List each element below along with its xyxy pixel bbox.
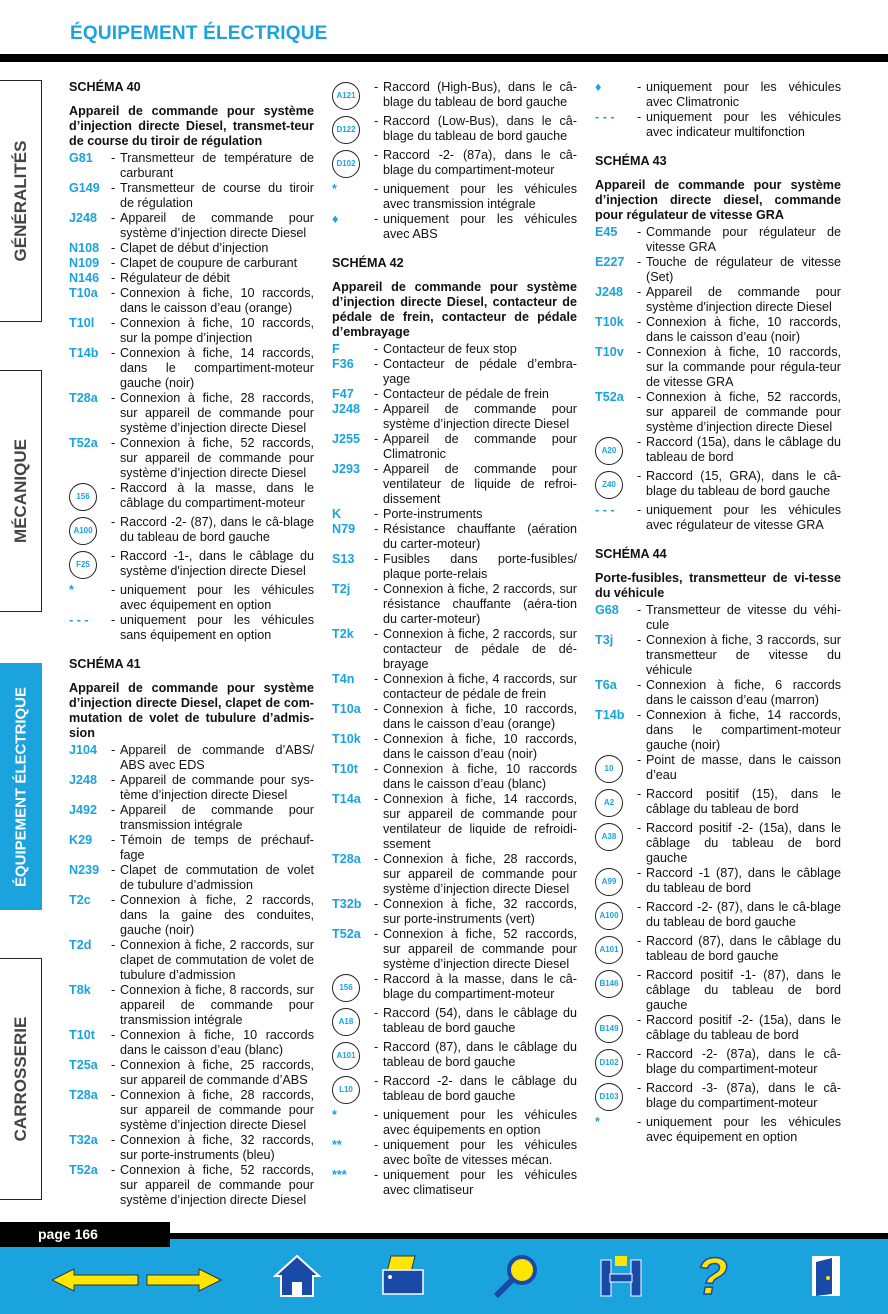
tab-label: MÉCANIQUE [10,439,30,543]
legend-item: T14b - Connexion à fiche, 14 raccords, dans le compartiment-moteur gauche (noir) [69,346,314,390]
item-description: Témoin de temps de préchauf-fage [120,833,314,862]
legend-item: E227 - Touche de régulateur de vitesse (Set) [595,255,841,284]
footnote-symbol: *** [332,1168,347,1182]
legend-item: T32b - Connexion à fiche, 32 raccords, sur porte-instruments (vert) [332,897,577,926]
connection-item: A99 - Raccord -1 (87), dans le câblage du tableau de bord [595,866,841,900]
item-description: Connexion à fiche, 2 raccords, sur résistance chauffante (aéra-tion du carter-moteur) [383,582,577,626]
connector-badge: A100 [595,902,623,930]
legend-item: G149 - Transmetteur de course du tiroir de régulation [69,181,314,210]
legend-item: J293 - Appareil de commande pour ventilateur de liquide de refroi-dissement [332,462,577,506]
connector-badge: 156 [69,483,97,511]
connection-item: D122 - Raccord (Low-Bus), dans le câ-blage du tableau de bord gauche [332,114,577,148]
connection-item: A18 - Raccord (54), dans le câblage du tableau de bord gauche [332,1006,577,1040]
component-code: T32b [332,897,362,911]
index-icon[interactable] [598,1254,644,1298]
legend-item: T14b - Connexion à fiche, 14 raccords, dans le compartiment-moteur gauche (noir) [595,708,841,752]
footnote-item: ♦ - uniquement pour les véhicules avec Climatronic [595,80,841,109]
item-description: Connexion à fiche, 25 raccords, sur appareil de commande d’ABS [120,1058,314,1087]
item-description: Raccord -2- (87a), dans le câ-blage du compartiment-moteur [646,1047,841,1076]
legend-item: T52a - Connexion à fiche, 52 raccords, sur appareil de commande pour système d’injection directe Diesel [69,1163,314,1207]
connection-item: A38 - Raccord positif -2- (15a), dans le câblage du tableau de bord gauche [595,821,841,866]
component-code: T10k [595,315,624,329]
tab-label: ÉQUIPEMENT ÉLECTRIQUE [12,686,29,887]
legend-item: T10k - Connexion à fiche, 10 raccords, dans le caisson d’eau (noir) [595,315,841,344]
legend-item: T2c - Connexion à fiche, 2 raccords, dans la gaine des conduites, gauche (noir) [69,893,314,937]
component-code: S13 [332,552,355,566]
item-description: uniquement pour les véhicules avec boîte de vitesses mécan. [383,1138,577,1167]
connection-item: 156 - Raccord à la masse, dans le câblage du compartiment-moteur [69,481,314,515]
footnote-symbol: ♦ [332,212,339,226]
column-3 [595,80,841,1145]
item-description: uniquement pour les véhicules avec équipement en option [120,583,314,612]
footnote-item: *** - uniquement pour les véhicules avec climatiseur [332,1168,577,1197]
legend-item: T28a - Connexion à fiche, 28 raccords, sur appareil de commande pour système d’injection directe Diesel [69,1088,314,1132]
component-code: T10l [69,316,95,330]
legend-item: F36 - Contacteur de pédale d’embra-yage [332,357,577,386]
connection-item: 156 - Raccord à la masse, dans le câ-blage du compartiment-moteur [332,972,577,1006]
item-description: Raccord positif -2- (15a), dans le câblage du tableau de bord gauche [646,821,841,865]
item-description: Porte-instruments [383,507,483,521]
item-description: Raccord -2- (87), dans le câ-blage du tableau de bord gauche [646,900,841,929]
item-description: Raccord positif (15), dans le câblage du tableau de bord [646,787,841,816]
item-description: Raccord (87), dans le câblage du tableau de bord gauche [383,1040,577,1069]
component-code: T52a [595,390,624,404]
component-code: T10t [69,1028,95,1042]
legend-item: J248 - Appareil de commande pour système d’injection directe Diesel [332,402,577,431]
item-description: Appareil de commande pour système d'injection directe Diesel [646,285,841,314]
item-description: Connexion à fiche, 52 raccords, sur appareil de commande pour système d’injection directe Diesel [120,1163,314,1207]
item-description: Connexion à fiche, 6 raccords dans le caisson d’eau (marron) [646,678,841,707]
component-code: T10a [332,702,361,716]
component-code: N239 [69,863,100,877]
item-description: Contacteur de pédale de frein [383,387,549,401]
connection-item: L10 - Raccord -2- dans le câblage du tableau de bord gauche [332,1074,577,1108]
item-description: Connexion à fiche, 28 raccords, sur appareil de commande pour système d’injection directe Diesel [120,391,314,435]
item-description: Commande pour régulateur de vitesse GRA [646,225,841,254]
connector-badge: A20 [595,437,623,465]
item-description: Connexion à fiche, 10 raccords, sur la pompe d’injection [120,316,314,345]
component-code: T2j [332,582,351,596]
legend-item: T10v - Connexion à fiche, 10 raccords, sur la commande pour régula-teur de vitesse GRA [595,345,841,389]
item-description: Point de masse, dans le caisson d’eau [646,753,841,782]
item-description: Raccord positif -2- (15a), dans le câblage du tableau de bord [646,1013,841,1042]
component-code: K [332,507,342,521]
schema-44-title: SCHÉMA 44 [595,547,667,561]
item-description: Appareil de commande pour sys-tème d’injection directe Diesel [120,773,314,802]
item-description: Raccord (Low-Bus), dans le câ-blage du tableau de bord gauche [383,114,577,143]
component-code: J248 [595,285,624,299]
column-2 [332,80,577,1198]
legend-item: N146 - Régulateur de débit [69,271,314,286]
item-description: uniquement pour les véhicules avec équipement en option [646,1115,841,1144]
tab-label: CARROSSERIE [10,1016,30,1142]
legend-item: F47 - Contacteur de pédale de frein [332,387,577,402]
component-code: J248 [332,402,361,416]
tab-carrosserie[interactable] [0,958,42,1200]
component-code: J293 [332,462,361,476]
legend-item: J248 - Appareil de commande pour sys-tème d’injection directe Diesel [69,773,314,802]
search-icon[interactable] [492,1254,540,1298]
item-description: Connexion à fiche, 14 raccords, dans le compartiment-moteur gauche (noir) [646,708,841,752]
schema-43-title: SCHÉMA 43 [595,154,667,168]
top-rule [0,54,888,62]
item-description: Connexion à fiche, 14 raccords, sur appareil de commande pour ventilateur de liquide de refroidi-ssement [383,792,577,851]
item-description: Raccord à la masse, dans le câ-blage du compartiment-moteur [383,972,577,1001]
component-code: F47 [332,387,354,401]
item-description: Raccord -2- (87a), dans le câ-blage du compartiment-moteur [383,148,577,177]
item-description: Transmetteur de course du tiroir de régulation [120,181,314,210]
item-description: Raccord (15a), dans le câblage du tableau de bord [646,435,841,464]
legend-item: T28a - Connexion à fiche, 28 raccords, sur appareil de commande pour système d’injection directe Diesel [332,852,577,896]
svg-text:?: ? [696,1252,728,1298]
item-description: Clapet de commutation de volet de tubulure d’admission [120,863,314,892]
item-description: Raccord (15, GRA), dans le câ-blage du tableau de bord gauche [646,469,841,498]
item-description: Appareil de commande pour système d’injection directe Diesel [120,211,314,240]
item-description: Connexion à fiche, 32 raccords, sur porte-instruments (vert) [383,897,577,926]
item-description: Connexion à fiche, 52 raccords, sur appareil de commande pour système d’injection directe Diesel [383,927,577,971]
column-1 [69,80,314,1208]
item-description: Transmetteur de vitesse du véhi-cule [646,603,841,632]
connector-badge: B146 [595,970,623,998]
connector-badge: Z40 [595,471,623,499]
item-description: Appareil de commande pour ventilateur de liquide de refroi-dissement [383,462,577,506]
exit-icon[interactable] [808,1254,844,1298]
print-icon[interactable] [381,1254,425,1298]
item-description: uniquement pour les véhicules sans équipement en option [120,613,314,642]
connection-item: A2 - Raccord positif (15), dans le câblage du tableau de bord [595,787,841,821]
item-description: Connexion à fiche, 2 raccords, sur clapet de commutation de volet de tubulure d’admission [120,938,314,982]
connector-badge: F25 [69,551,97,579]
connector-badge: D102 [332,150,360,178]
item-description: Raccord (54), dans le câblage du tableau de bord gauche [383,1006,577,1035]
connection-item: A121 - Raccord (High-Bus), dans le câ-blage du tableau de bord gauche [332,80,577,114]
item-description: Connexion à fiche, 10 raccords, dans le caisson d’eau (orange) [120,286,314,315]
legend-item: T10t - Connexion à fiche, 10 raccords dans le caisson d’eau (blanc) [69,1028,314,1057]
item-description: Connexion à fiche, 52 raccords, sur appareil de commande pour système d’injection directe Diesel [646,390,841,434]
component-code: T6a [595,678,617,692]
schema-43-description: Appareil de commande pour système d’injection directe diesel, commande pour régulateur de vitesse GRA [595,178,841,222]
connector-badge: 10 [595,755,623,783]
footnote-symbol: ♦ [595,80,602,94]
component-code: N109 [69,256,100,270]
item-description: Régulateur de débit [120,271,230,285]
item-description: Fusibles dans porte-fusibles/ plaque porte-relais [383,552,577,581]
connector-badge: D102 [595,1049,623,1077]
schema-41-title: SCHÉMA 41 [69,657,141,671]
legend-item: T8k - Connexion à fiche, 8 raccords, sur appareil de commande pour transmission intégrale [69,983,314,1027]
component-code: T3j [595,633,614,647]
item-description: Raccord -1 (87), dans le câblage du tableau de bord [646,866,841,895]
legend-item: G81 - Transmetteur de température de carburant [69,151,314,180]
connector-badge: D103 [595,1083,623,1111]
legend-item: T3j - Connexion à fiche, 3 raccords, sur transmetteur de vitesse du véhicule [595,633,841,677]
legend-item: N239 - Clapet de commutation de volet de tubulure d’admission [69,863,314,892]
connector-badge: A18 [332,1008,360,1036]
component-code: T2c [69,893,91,907]
legend-item: N109 - Clapet de coupure de carburant [69,256,314,271]
item-description: Contacteur de pédale d’embra-yage [383,357,577,386]
component-code: G68 [595,603,619,617]
component-code: T2k [332,627,354,641]
item-description: Connexion à fiche, 14 raccords, dans le compartiment-moteur gauche (noir) [120,346,314,390]
item-description: Connexion à fiche, 28 raccords, sur appareil de commande pour système d’injection directe Diesel [383,852,577,896]
legend-item: J104 - Appareil de commande d’ABS/ ABS avec EDS [69,743,314,772]
legend-item: T2j - Connexion à fiche, 2 raccords, sur résistance chauffante (aéra-tion du carter-moteur) [332,582,577,626]
item-description: uniquement pour les véhicules avec régulateur de vitesse GRA [646,503,841,532]
connection-item: 10 - Point de masse, dans le caisson d’eau [595,753,841,787]
item-description: Clapet de début d’injection [120,241,269,255]
connector-badge: A100 [69,517,97,545]
connector-badge: A101 [595,936,623,964]
legend-item: J248 - Appareil de commande pour système d’injection directe Diesel [69,211,314,240]
connection-item: Z40 - Raccord (15, GRA), dans le câ-blage du tableau de bord gauche [595,469,841,503]
item-description: Clapet de coupure de carburant [120,256,298,270]
legend-item: T25a - Connexion à fiche, 25 raccords, sur appareil de commande d’ABS [69,1058,314,1087]
connection-item: D102 - Raccord -2- (87a), dans le câ-blage du compartiment-moteur [595,1047,841,1081]
component-code: T52a [332,927,361,941]
item-description: Raccord -2- (87), dans le câ-blage du tableau de bord gauche [120,515,314,544]
component-code: T4n [332,672,355,686]
schema-40-title: SCHÉMA 40 [69,80,141,94]
component-code: T52a [69,436,98,450]
component-code: T25a [69,1058,98,1072]
connection-item: F25 - Raccord -1-, dans le câblage du système d'injection directe Diesel [69,549,314,583]
legend-item: E45 - Commande pour régulateur de vitesse GRA [595,225,841,254]
component-code: J248 [69,211,98,225]
component-code: T10v [595,345,624,359]
item-description: Connexion à fiche, 8 raccords, sur appareil de commande pour transmission intégrale [120,983,314,1027]
legend-item: N108 - Clapet de début d’injection [69,241,314,256]
footnote-symbol: * [332,182,337,196]
connector-badge: A2 [595,789,623,817]
connector-badge: B149 [595,1015,623,1043]
item-description: Connexion à fiche, 10 raccords, dans le caisson d’eau (orange) [383,702,577,731]
footnote-item: * - uniquement pour les véhicules avec équipement en option [595,1115,841,1144]
legend-item: J248 - Appareil de commande pour système d'injection directe Diesel [595,285,841,314]
connector-badge: 156 [332,974,360,1002]
item-description: Raccord -2- dans le câblage du tableau de bord gauche [383,1074,577,1103]
tab-generalites[interactable] [0,80,42,322]
item-description: uniquement pour les véhicules avec équipements en option [383,1108,577,1137]
connection-item: D103 - Raccord -3- (87a), dans le câ-blage du compartiment-moteur [595,1081,841,1115]
footnote-item: * - uniquement pour les véhicules avec équipement en option [69,583,314,612]
component-code: T32a [69,1133,98,1147]
footnote-item: - - - - uniquement pour les véhicules sans équipement en option [69,613,314,642]
footnote-symbol: * [332,1108,337,1122]
component-code: T14b [595,708,625,722]
item-description: Connexion à fiche, 10 raccords dans le caisson d’eau (blanc) [383,762,577,791]
component-code: T28a [69,1088,98,1102]
component-code: T10k [332,732,361,746]
item-description: uniquement pour les véhicules avec Climatronic [646,80,841,109]
legend-item: K29 - Témoin de temps de préchauf-fage [69,833,314,862]
component-code: J104 [69,743,98,757]
connection-item: B146 - Raccord positif -1- (87), dans le câblage du tableau de bord gauche [595,968,841,1013]
footnote-item: ♦ - uniquement pour les véhicules avec ABS [332,212,577,241]
item-description: Connexion à fiche, 4 raccords, sur contacteur de pédale de frein [383,672,577,701]
arrow-right-icon[interactable] [145,1268,223,1292]
legend-item: T4n - Connexion à fiche, 4 raccords, sur contacteur de pédale de frein [332,672,577,701]
component-code: N79 [332,522,356,536]
component-code: E45 [595,225,618,239]
footnote-item: - - - - uniquement pour les véhicules avec régulateur de vitesse GRA [595,503,841,532]
footnote-item: * - uniquement pour les véhicules avec transmission intégrale [332,182,577,211]
item-description: Connexion à fiche, 10 raccords, dans le caisson d’eau (noir) [646,315,841,344]
footnote-symbol: - - - [595,503,615,517]
legend-item: T10k - Connexion à fiche, 10 raccords, dans le caisson d’eau (noir) [332,732,577,761]
legend-item: T52a - Connexion à fiche, 52 raccords, sur appareil de commande pour système d’injection directe Diesel [69,436,314,480]
component-code: K29 [69,833,93,847]
connection-item: B149 - Raccord positif -2- (15a), dans le câblage du tableau de bord [595,1013,841,1047]
component-code: T10t [332,762,358,776]
item-description: Raccord (High-Bus), dans le câ-blage du tableau de bord gauche [383,80,577,109]
connector-badge: A121 [332,82,360,110]
connector-badge: L10 [332,1076,360,1104]
item-description: Touche de régulateur de vitesse (Set) [646,255,841,284]
connector-badge: D122 [332,116,360,144]
schema-42-title: SCHÉMA 42 [332,256,404,270]
item-description: Raccord -3- (87a), dans le câ-blage du compartiment-moteur [646,1081,841,1110]
component-code: T28a [332,852,361,866]
legend-item: G68 - Transmetteur de vitesse du véhi-cule [595,603,841,632]
legend-item: T2d - Connexion à fiche, 2 raccords, sur clapet de commutation de volet de tubulure d’admission [69,938,314,982]
component-code: G149 [69,181,100,195]
item-description: Appareil de commande d’ABS/ ABS avec EDS [120,743,314,772]
item-description: uniquement pour les véhicules avec transmission intégrale [383,182,577,211]
legend-item: T10a - Connexion à fiche, 10 raccords, dans le caisson d’eau (orange) [69,286,314,315]
footnote-symbol: * [69,583,74,597]
item-description: uniquement pour les véhicules avec ABS [383,212,577,241]
schema-41-description: Appareil de commande pour système d’injection directe Diesel, clapet de com-mutation de volet de tubulure d’admis-sion [69,681,314,740]
footnote-item: - - - - uniquement pour les véhicules avec indicateur multifonction [595,110,841,139]
item-description: Connexion à fiche, 10 raccords, dans le caisson d’eau (noir) [383,732,577,761]
footnote-symbol: - - - [69,613,89,627]
item-description: uniquement pour les véhicules avec climatiseur [383,1168,577,1197]
component-code: N146 [69,271,100,285]
component-code: T28a [69,391,98,405]
legend-item: T14a - Connexion à fiche, 14 raccords, sur appareil de commande pour ventilateur de liquide de refroidi-ssement [332,792,577,851]
component-code: J492 [69,803,98,817]
component-code: T14a [332,792,361,806]
legend-item: K - Porte-instruments [332,507,577,522]
component-code: G81 [69,151,93,165]
connection-item: D102 - Raccord -2- (87a), dans le câ-blage du compartiment-moteur [332,148,577,182]
item-description: Connexion à fiche, 10 raccords, sur la commande pour régula-teur de vitesse GRA [646,345,841,389]
footnote-symbol: * [595,1115,600,1129]
item-description: Connexion à fiche, 2 raccords, dans la gaine des conduites, gauche (noir) [120,893,314,937]
tab-equipement-electrique[interactable] [0,663,42,910]
legend-item: T52a - Connexion à fiche, 52 raccords, sur appareil de commande pour système d’injection directe Diesel [332,927,577,971]
legend-item: T10a - Connexion à fiche, 10 raccords, dans le caisson d’eau (orange) [332,702,577,731]
page-number: page 166 [0,1222,170,1247]
component-code: N108 [69,241,100,255]
connection-item: A20 - Raccord (15a), dans le câblage du tableau de bord [595,435,841,469]
component-code: J248 [69,773,98,787]
component-code: T10a [69,286,98,300]
item-description: Connexion à fiche, 52 raccords, sur appareil de commande pour système d’injection directe Diesel [120,436,314,480]
legend-item: T6a - Connexion à fiche, 6 raccords dans le caisson d’eau (marron) [595,678,841,707]
item-description: Connexion à fiche, 32 raccords, sur porte-instruments (bleu) [120,1133,314,1162]
item-description: Connexion à fiche, 28 raccords, sur appareil de commande pour système d’injection directe Diesel [120,1088,314,1132]
connector-badge: A99 [595,868,623,896]
legend-item: F - Contacteur de feux stop [332,342,577,357]
component-code: J255 [332,432,361,446]
home-icon[interactable] [273,1254,321,1298]
schema-44-description: Porte-fusibles, transmetteur de vi-tesse du véhicule [595,571,841,600]
legend-item: J492 - Appareil de commande pour transmission intégrale [69,803,314,832]
legend-item: T52a - Connexion à fiche, 52 raccords, sur appareil de commande pour système d’injection directe Diesel [595,390,841,434]
item-description: Connexion à fiche, 3 raccords, sur transmetteur de vitesse du véhicule [646,633,841,677]
footnote-item: * - uniquement pour les véhicules avec équipements en option [332,1108,577,1137]
item-description: uniquement pour les véhicules avec indicateur multifonction [646,110,841,139]
schema-42-description: Appareil de commande pour système d’injection directe Diesel, contacteur de pédale de frein, contacteur de pédale d’embrayage [332,280,577,339]
tab-label: GÉNÉRALITÉS [10,140,30,262]
connection-item: A101 - Raccord (87), dans le câblage du tableau de bord gauche [595,934,841,968]
component-code: T52a [69,1163,98,1177]
legend-item: T32a - Connexion à fiche, 32 raccords, sur porte-instruments (bleu) [69,1133,314,1162]
item-description: Raccord -1-, dans le câblage du système d'injection directe Diesel [120,549,314,578]
help-icon[interactable] [692,1252,752,1298]
connector-badge: A38 [595,823,623,851]
legend-item: T2k - Connexion à fiche, 2 raccords, sur contacteur de pédale de dé-brayage [332,627,577,671]
item-description: Résistance chauffante (aération du carter-moteur) [383,522,577,551]
legend-item: T10t - Connexion à fiche, 10 raccords dans le caisson d’eau (blanc) [332,762,577,791]
legend-item: S13 - Fusibles dans porte-fusibles/ plaque porte-relais [332,552,577,581]
component-code: E227 [595,255,625,269]
item-description: Transmetteur de température de carburant [120,151,314,180]
footnote-symbol: - - - [595,110,615,124]
legend-item: T10l - Connexion à fiche, 10 raccords, sur la pompe d’injection [69,316,314,345]
tab-mecanique[interactable] [0,370,42,612]
item-description: Raccord (87), dans le câblage du tableau de bord gauche [646,934,841,963]
legend-item: T28a - Connexion à fiche, 28 raccords, sur appareil de commande pour système d’injection directe Diesel [69,391,314,435]
item-description: Connexion à fiche, 10 raccords dans le caisson d’eau (blanc) [120,1028,314,1057]
component-code: T2d [69,938,92,952]
legend-item: J255 - Appareil de commande pour Climatronic [332,432,577,461]
connection-item: A100 - Raccord -2- (87), dans le câ-blage du tableau de bord gauche [595,900,841,934]
legend-item: N79 - Résistance chauffante (aération du carter-moteur) [332,522,577,551]
section-header-title: ÉQUIPEMENT ÉLECTRIQUE [70,23,328,44]
component-code: T14b [69,346,99,360]
footnote-symbol: ** [332,1138,342,1152]
item-description: Appareil de commande pour système d’injection directe Diesel [383,402,577,431]
connection-item: A101 - Raccord (87), dans le câblage du tableau de bord gauche [332,1040,577,1074]
connector-badge: A101 [332,1042,360,1070]
arrow-left-icon[interactable] [52,1268,140,1292]
footnote-item: ** - uniquement pour les véhicules avec boîte de vitesses mécan. [332,1138,577,1167]
component-code: T8k [69,983,91,997]
component-code: F [332,342,340,356]
item-description: Appareil de commande pour transmission intégrale [120,803,314,832]
schema-40-description: Appareil de commande pour système d’injection directe Diesel, transmet-teur de course du tiroir de régulation [69,104,314,148]
item-description: Connexion à fiche, 2 raccords, sur contacteur de pédale de dé-brayage [383,627,577,671]
connection-item: A100 - Raccord -2- (87), dans le câ-blage du tableau de bord gauche [69,515,314,549]
item-description: Appareil de commande pour Climatronic [383,432,577,461]
component-code: F36 [332,357,354,371]
item-description: Contacteur de feux stop [383,342,517,356]
item-description: Raccord à la masse, dans le câblage du compartiment-moteur [120,481,314,510]
item-description: Raccord positif -1- (87), dans le câblage du tableau de bord gauche [646,968,841,1012]
